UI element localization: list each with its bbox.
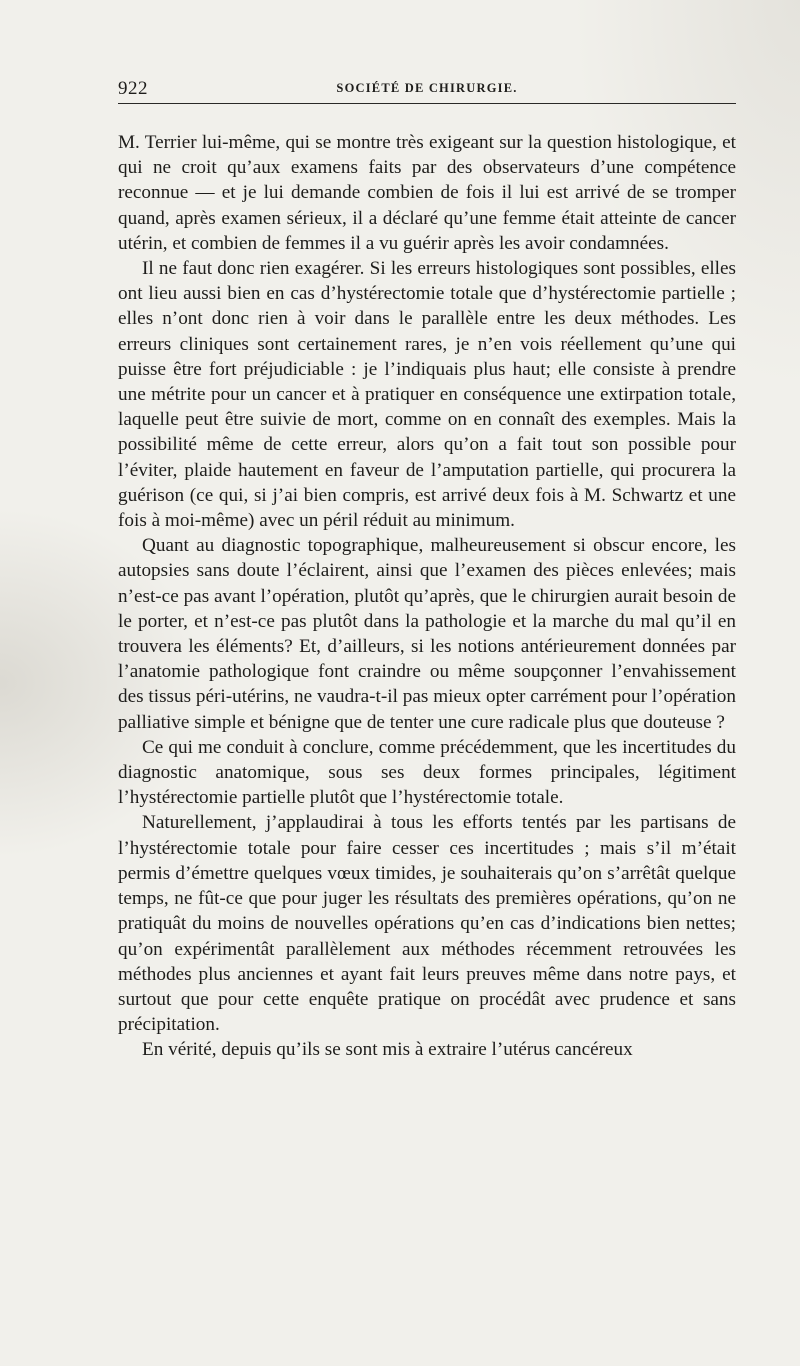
book-page	[118, 70, 736, 1063]
paragraph-continued: M. Terrier lui-même, qui se montre très exigeant sur la question histologique, et qui ne croit qu’aux examens faits par des observateurs d’une compétence reconnue — et je lui demande combien de fois il lui est arrivé de se tromper quand, après examen sérieux, il a déclaré qu’une femme était atteinte de cancer utérin, et combien de femmes il a vu guérir après les avoir condamnées.	[118, 132, 736, 254]
header-rule	[118, 103, 736, 104]
paragraph: En vérité, depuis qu’ils se sont mis à extraire l’utérus cancéreux	[142, 1039, 633, 1061]
page-header	[118, 70, 736, 106]
paragraph: Naturellement, j’applaudirai à tous les efforts tentés par les partisans de l’hystérectomie totale pour faire cesser ces incertitudes ; mais s’il m’était permis d’émettre quelques vœux timides, je souhaiterais qu’on s’arrêtât quelque temps, ne fût-ce que pour juger les résultats des premières opérations, qu’on ne pratiquât du moins de nouvelles opérations qu’en cas d’indications bien nettes; qu’on expérimentât parallèlement aux méthodes récemment retrouvées les méthodes plus anciennes et ayant fait leurs preuves même dans notre pays, et surtout que pour cette enquête pratique on procédât avec prudence et sans précipitation.	[118, 812, 736, 1036]
paragraph: Il ne faut donc rien exagérer. Si les erreurs histologiques sont possibles, elles ont lieu aussi bien en cas d’hystérectomie totale que d’hystérectomie partielle ; elles n’ont donc rien à voir dans le parallèle entre les deux méthodes. Les erreurs cliniques sont certainement rares, je n’en vois réellement qu’une qui puisse être fort préjudiciable : je l’indiquais plus haut; elle consiste à prendre une métrite pour un cancer et à pratiquer en conséquence une extirpation totale, laquelle peut être suivie de mort, comme on en connaît des exemples. Mais la possibilité même de cette erreur, alors qu’on a fait tout son possible pour l’éviter, plaide hautement en faveur de l’amputation partielle, qui procurera la guérison (ce qui, si j’ai bien compris, est arrivé deux fois à M. Schwartz et une fois à moi-même) avec un péril réduit au minimum.	[118, 258, 736, 532]
body-text	[118, 130, 736, 1063]
paragraph: Quant au diagnostic topographique, malheureusement si obscur encore, les autopsies sans doute l’éclairent, ainsi que l’examen des pièces enlevées; mais n’est-ce pas avant l’opération, plutôt qu’après, que le chirurgien aurait besoin de le porter, et n’est-ce pas plutôt dans la pathologie et la marche du mal qu’il en trouvera les éléments? Et, d’ailleurs, si les notions antérieurement données par l’anatomie pathologique font craindre ou même soupçonner l’envahissement des tissus péri-utérins, ne vaudra-t-il pas mieux opter carrément pour l’opération palliative simple et bénigne que de tenter une cure radicale plus que douteuse ?	[118, 535, 736, 733]
running-title: SOCIÉTÉ DE CHIRURGIE.	[336, 81, 518, 95]
paragraph: Ce qui me conduit à conclure, comme précédemment, que les incertitudes du diagnostic anatomique, sous ses deux formes principales, légitiment l’hystérectomie partielle plutôt que l’hystérectomie totale.	[118, 736, 736, 809]
page-number: 922	[118, 78, 148, 99]
